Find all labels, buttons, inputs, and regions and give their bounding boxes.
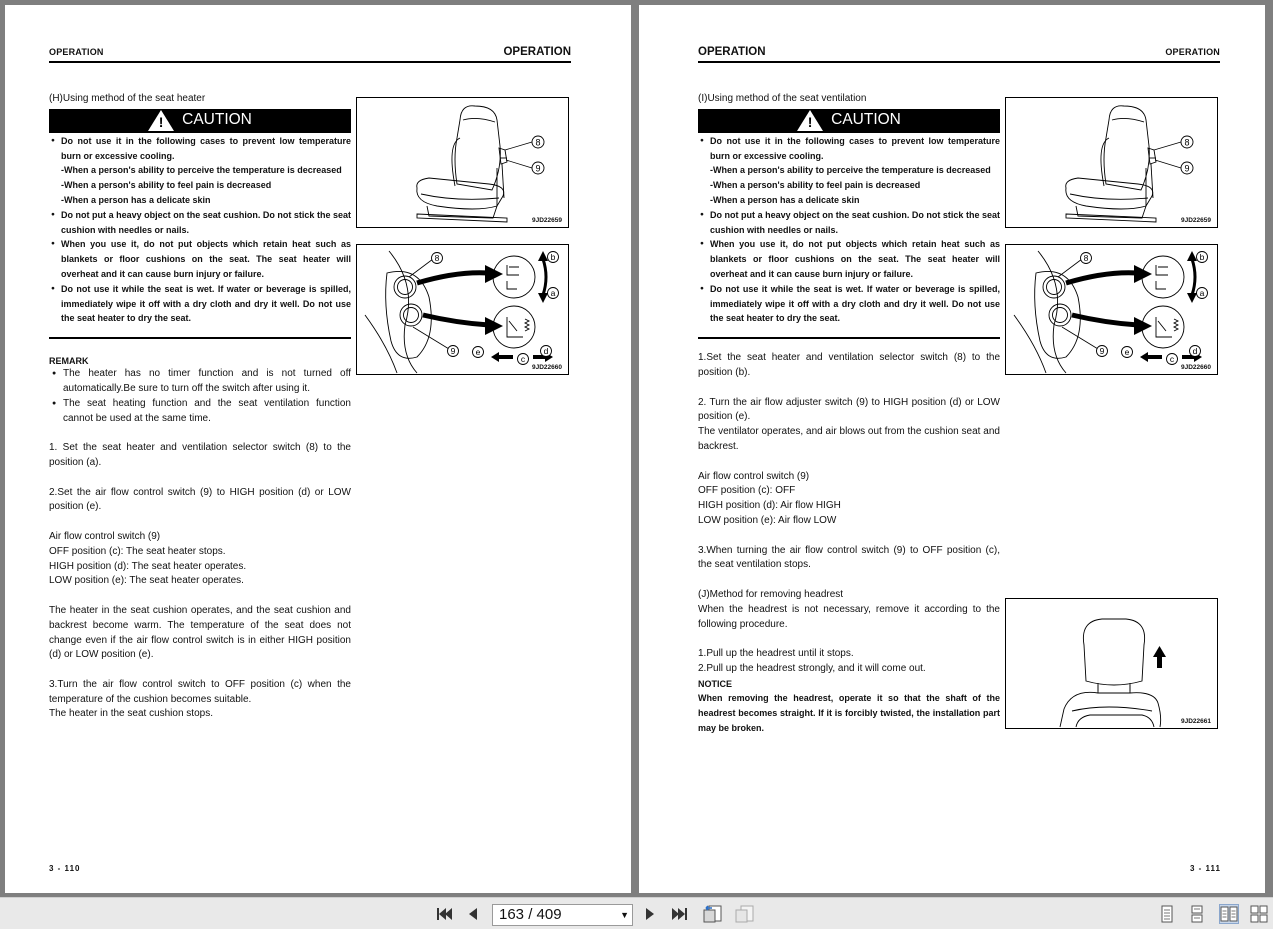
caution-label: CAUTION — [831, 111, 901, 129]
seat-figure — [1005, 97, 1218, 228]
history-forward-button[interactable] — [733, 904, 757, 924]
switch-line: LOW position (e): Air flow LOW — [698, 514, 837, 526]
figure-id: 9JD22661 — [1181, 718, 1211, 725]
switch-figure — [1005, 244, 1218, 375]
step-2: 2. Turn the air flow adjuster switch (9) to HIGH position (d) or LOW position (e). — [698, 396, 1000, 423]
left-text-column — [49, 92, 351, 722]
page-indicator: 163 / 409 — [499, 906, 562, 923]
notice-heading: NOTICE — [698, 678, 733, 689]
caution-item: ● Do not put a heavy object on the seat cushion. Do not stick the seat cushion with needles or nails. — [698, 208, 1000, 238]
heater-paragraph: The heater in the seat cushion operates, and the seat cushion and backrest become warm. The temperature of the seat does not change even if the air flow control switch is in either HIGH position (d) or LOW position (e). — [49, 604, 351, 661]
step-2: 2.Set the air flow control switch (9) to HIGH position (d) or LOW position (e). — [49, 486, 351, 513]
caution-item: ● When you use it, do not put objects which retain heat such as blankets or floor cushions on the seat. The seat heater will overheat and it can cause burn injury or failure. — [49, 237, 351, 281]
callout-a: a — [1199, 288, 1205, 298]
facing-continuous-view-icon — [1250, 905, 1268, 923]
step-2-result: The ventilator operates, and air blows out from the cushion seat and backrest. — [698, 426, 1000, 452]
step-3: 3.When turning the air flow control switch (9) to OFF position (c), the seat ventilation stops. — [698, 544, 1000, 571]
callout-9: 9 — [535, 163, 541, 174]
callout-b: b — [550, 252, 556, 262]
callout-a: a — [550, 288, 556, 298]
single-page-view-button[interactable] — [1158, 905, 1176, 923]
first-page-button[interactable] — [432, 904, 456, 924]
switch-line: HIGH position (d): The seat heater operates. — [49, 560, 247, 572]
facing-continuous-view-button[interactable] — [1250, 905, 1268, 923]
remark-item: ● The seat heating function and the seat ventilation function cannot be used at the same time. — [49, 397, 351, 427]
caution-banner — [49, 109, 351, 133]
headrest-intro: When the headrest is not necessary, remove it according to the following procedure. — [698, 603, 1000, 630]
warning-icon: ! — [148, 110, 174, 131]
caution-item: ● Do not use it while the seat is wet. If water or beverage is spilled, immediately wipe it off with a dry cloth and dry it well. Do not use the seat heater to dry the seat. — [698, 282, 1000, 326]
caution-sub-item: -When a person's ability to feel pain is decreased — [710, 180, 921, 191]
caution-sub-item: -When a person's ability to perceive the temperature is decreased — [710, 165, 991, 176]
caution-sub-item: -When a person has a delicate skin — [61, 194, 211, 205]
section-title: (I)Using method of the seat ventilation — [698, 93, 867, 104]
header-small-label: OPERATION — [49, 47, 104, 57]
seat-illustration — [1006, 98, 1217, 227]
switch-line: LOW position (e): The seat heater operates. — [49, 575, 244, 587]
callout-d: d — [543, 346, 549, 356]
caution-item: ● Do not use it in the following cases to prevent low temperature burn or excessive cooling. — [49, 134, 351, 164]
page-number: 3 - 110 — [49, 864, 81, 873]
next-page-button[interactable] — [639, 904, 661, 924]
header-small-label: OPERATION — [1165, 47, 1220, 57]
continuous-view-icon — [1188, 905, 1206, 923]
figure-id: 9JD22660 — [532, 364, 562, 371]
switch-figure — [356, 244, 569, 375]
switch-title: Air flow control switch (9) — [49, 530, 161, 542]
header-big-label: OPERATION — [698, 46, 766, 58]
prev-page-button[interactable] — [462, 904, 484, 924]
switch-illustration — [1006, 245, 1217, 374]
callout-b: b — [1199, 252, 1205, 262]
viewer-toolbar — [0, 897, 1273, 929]
caution-item: ● When you use it, do not put objects which retain heat such as blankets or floor cushions on the seat. The seat heater will overheat and it can cause burn injury or failure. — [698, 237, 1000, 281]
headrest-step: 2.Pull up the headrest strongly, and it will come out. — [698, 662, 926, 674]
seat-illustration — [357, 98, 568, 227]
remark-item: ● The heater has no timer function and is not turned off automatically.Be sure to turn off the switch after using it. — [49, 367, 351, 397]
switch-line: OFF position (c): OFF — [698, 485, 796, 497]
page-number-input[interactable] — [492, 904, 633, 926]
headrest-illustration — [1006, 599, 1217, 728]
caution-label: CAUTION — [182, 111, 252, 129]
step-1: 1.Set the seat heater and ventilation selector switch (8) to the position (b). — [698, 352, 1000, 378]
switch-line: HIGH position (d): Air flow HIGH — [698, 500, 841, 512]
right-text-column — [698, 92, 1000, 736]
facing-view-icon — [1220, 905, 1238, 923]
caution-item: ● Do not put a heavy object on the seat cushion. Do not stick the seat cushion with needles or nails. — [49, 208, 351, 238]
page-right — [639, 5, 1265, 893]
last-page-icon — [671, 906, 689, 922]
caution-end-rule — [49, 337, 351, 339]
caution-list — [698, 134, 1000, 326]
page-header — [49, 41, 571, 63]
caution-sub-item: -When a person's ability to feel pain is decreased — [61, 180, 272, 191]
callout-c: c — [520, 354, 526, 364]
step-1: 1. Set the seat heater and ventilation selector switch (8) to the position (a). — [49, 442, 351, 468]
figure-id: 9JD22659 — [1181, 217, 1211, 224]
headrest-step: 1.Pull up the headrest until it stops. — [698, 648, 854, 660]
warning-icon: ! — [797, 110, 823, 131]
headrest-figure — [1005, 598, 1218, 729]
figure-id: 9JD22659 — [532, 217, 562, 224]
caution-banner — [698, 109, 1000, 133]
caution-list — [49, 134, 351, 326]
seat-figure — [356, 97, 569, 228]
next-page-icon — [644, 906, 656, 922]
first-page-icon — [435, 906, 453, 922]
history-back-icon — [702, 904, 724, 924]
header-big-label: OPERATION — [503, 46, 571, 58]
notice-text: When removing the headrest, operate it so that the shaft of the headrest becomes straight. If it is forcibly twisted, the installation part may be broken. — [698, 693, 1000, 734]
callout-8: 8 — [434, 253, 440, 263]
callout-9: 9 — [450, 346, 456, 356]
callout-9: 9 — [1099, 346, 1105, 356]
switch-illustration — [357, 245, 568, 374]
callout-9: 9 — [1184, 163, 1190, 174]
facing-view-button[interactable] — [1220, 905, 1238, 923]
continuous-view-button[interactable] — [1188, 905, 1206, 923]
headrest-title: (J)Method for removing headrest — [698, 588, 844, 600]
callout-8: 8 — [1184, 137, 1190, 148]
caution-sub-item: -When a person has a delicate skin — [710, 194, 860, 205]
last-page-button[interactable] — [668, 904, 692, 924]
callout-e: e — [475, 347, 481, 357]
caution-item: ● Do not use it while the seat is wet. If water or beverage is spilled, immediately wipe it off with a dry cloth and dry it well. Do not use the seat heater to dry the seat. — [49, 282, 351, 326]
chevron-down-icon[interactable]: ▼ — [620, 910, 629, 920]
page-header — [698, 41, 1220, 63]
step-3-result: The heater in the seat cushion stops. — [49, 708, 213, 720]
page-left — [5, 5, 631, 893]
remark-list — [49, 367, 351, 426]
page-number: 3 - 111 — [1189, 864, 1221, 873]
callout-8: 8 — [1083, 253, 1089, 263]
caution-item: ● Do not use it in the following cases to prevent low temperature burn or excessive cooling. — [698, 134, 1000, 164]
history-forward-icon — [734, 904, 756, 924]
callout-c: c — [1169, 354, 1175, 364]
figure-id: 9JD22660 — [1181, 364, 1211, 371]
step-3: 3.Turn the air flow control switch to OFF position (c) when the temperature of the cushion becomes suitable. — [49, 678, 351, 705]
switch-title: Air flow control switch (9) — [698, 470, 810, 482]
caution-sub-item: -When a person's ability to perceive the temperature is decreased — [61, 165, 342, 176]
callout-8: 8 — [535, 137, 541, 148]
prev-page-icon — [467, 906, 479, 922]
switch-line: OFF position (c): The seat heater stops. — [49, 545, 226, 557]
section-title: (H)Using method of the seat heater — [49, 93, 206, 104]
remark-heading: REMARK — [49, 356, 89, 367]
history-back-button[interactable] — [701, 904, 725, 924]
single-page-view-icon — [1158, 905, 1176, 923]
callout-e: e — [1124, 347, 1130, 357]
callout-d: d — [1192, 346, 1198, 356]
